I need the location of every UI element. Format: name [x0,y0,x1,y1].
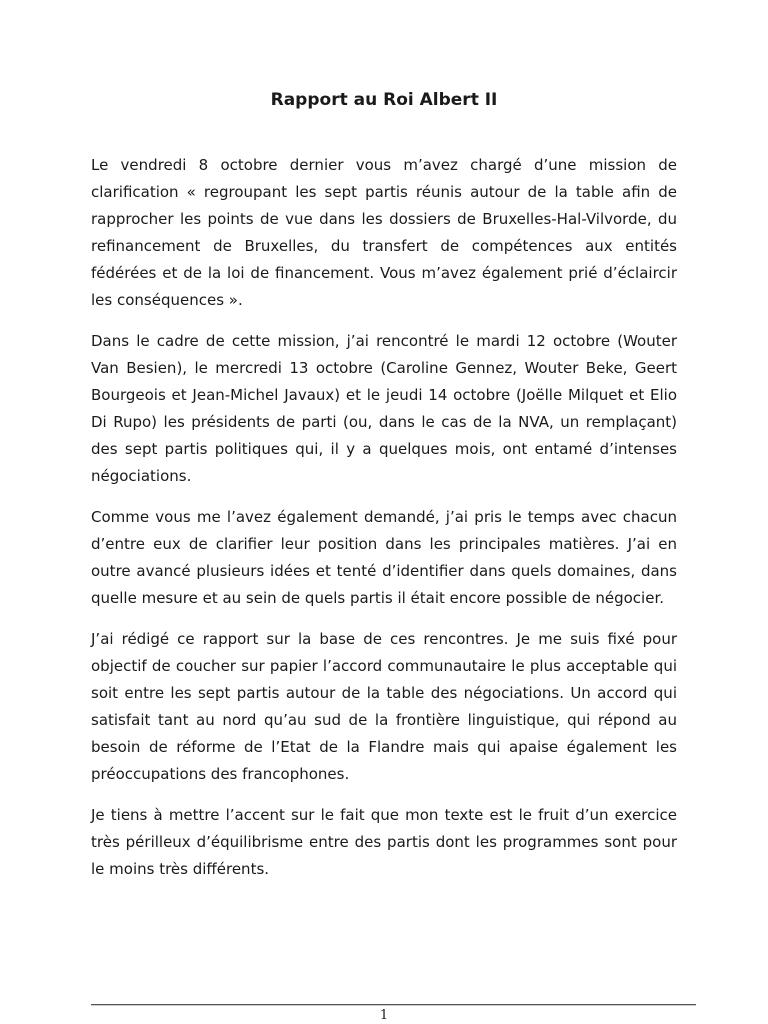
paragraph-5: Je tiens à mettre l’accent sur le fait que mon texte est le fruit d’un exercice très périlleux d’équilibrisme entre des partis dont les programmes sont pour le moins très différents. [91,806,677,878]
paragraph-1: Le vendredi 8 octobre dernier vous m’avez chargé d’une mission de clarification « regroupant les sept partis réunis autour de la table afin de rapprocher les points de vue dans les dossiers de Bruxelles-Hal-Vilvorde, du refinancement de Bruxelles, du transfert de compétences aux entités fédérées et de la loi de financement. Vous m’avez également prié d’éclaircir les conséquences ». [91,156,677,309]
footer-divider [91,1004,696,1005]
paragraph-3: Comme vous me l’avez également demandé, j’ai pris le temps avec chacun d’entre eux de clarifier leur position dans les principales matières. J’ai en outre avancé plusieurs idées et tenté d’identifier dans quels domaines, dans quelle mesure et au sein de quels partis il était encore possible de négocier. [91,508,677,607]
paragraph-4: J’ai rédigé ce rapport sur la base de ces rencontres. Je me suis fixé pour objectif de coucher sur papier l’accord communautaire le plus acceptable qui soit entre les sept partis autour de la table des négociations. Un accord qui satisfait tant au nord qu’au sud de la frontière linguistique, qui répond au besoin de réforme de l’Etat de la Flandre mais qui apaise également les préoccupations des francophones. [91,630,677,783]
paragraph-2: Dans le cadre de cette mission, j’ai rencontré le mardi 12 octobre (Wouter Van Besien), le mercredi 13 octobre (Caroline Gennez, Wouter Beke, Geert Bourgeois et Jean-Michel Javaux) et le jeudi 14 octobre (Joëlle Milquet et Elio Di Rupo) les présidents de parti (ou, dans le cas de la NVA, un remplaçant) des sept partis politiques qui, il y a quelques mois, ont entamé d’intenses négociations. [91,332,677,485]
document-title: Rapport au Roi Albert II [270,90,498,110]
page-number: 1 [379,1008,389,1023]
document-body [91,152,677,897]
